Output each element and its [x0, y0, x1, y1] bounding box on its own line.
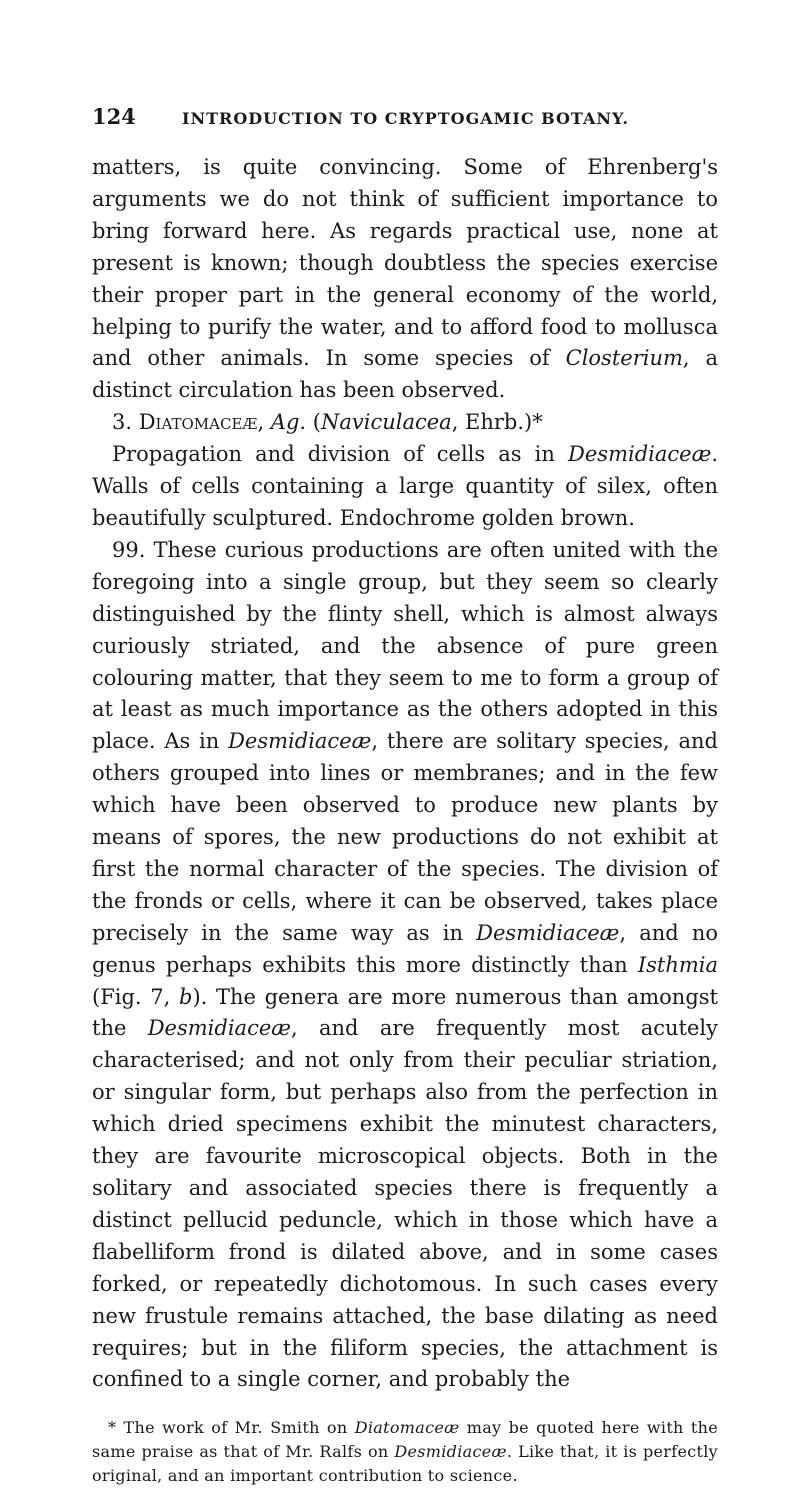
- running-head: INTRODUCTION TO CRYPTOGAMIC BOTANY.: [182, 109, 629, 128]
- body-text: [92, 152, 718, 1396]
- footnote-text: * The work of Mr. Smith on Diatomaceæ may be quoted here with the same praise as that of Mr. Ralfs on Desmidiaceæ. Like that, it is perfectly original, and an important contribution to science.: [92, 1418, 719, 1486]
- page-header: [92, 104, 718, 136]
- page-number: 124: [92, 104, 136, 129]
- section-heading-diatomaceae: 3. Diatomaceæ, Ag. (Naviculacea, Ehrb.)*: [112, 410, 543, 435]
- paragraph-characters: Propagation and division of cells as in Desmidiaceæ. Walls of cells containing a large quantity of silex, often beautifully sculptured. Endochrome golden brown.: [92, 442, 718, 530]
- footnote: [92, 1416, 718, 1488]
- paragraph-continued: matters, is quite convincing. Some of Ehrenberg's arguments we do not think of sufficient importance to bring forward here. As regards practical use, none at present is known; though doubtless the species exercise their proper part in the general economy of the world, helping to purify the water, and to afford food to mollusca and other animals. In some species of Closterium, a distinct circulation has been observed.: [92, 155, 718, 403]
- paragraph-99: 99. These curious productions are often united with the foregoing into a single group, but they seem so clearly distinguished by the flinty shell, which is almost always curiously striated, and the absence of pure green colouring matter, that they seem to me to form a group of at least as much importance as the others adopted in this place. As in Desmidiaceæ, there are solitary species, and others grouped into lines or membranes; and in the few which have been observed to produce new plants by means of spores, the new productions do not exhibit at first the normal character of the species. The division of the fronds or cells, where it can be observed, takes place precisely in the same way as in Desmidiaceæ, and no genus perhaps exhibits this more distinctly than Isthmia (Fig. 7, b). The genera are more numerous than amongst the Desmidiaceæ, and are frequently most acutely characterised; and not only from their peculiar striation, or singular form, but perhaps also from the perfection in which dried specimens exhibit the minutest characters, they are favourite microscopical objects. Both in the solitary and associated species there is frequently a distinct pellucid peduncle, which in those which have a flabelliform frond is dilated above, and in some cases forked, or repeatedly dichotomous. In such cases every new frustule remains attached, the base dilating as need requires; but in the filiform species, the attachment is confined to a single corner, and probably the: [92, 537, 718, 1392]
- book-page: [92, 104, 718, 1488]
